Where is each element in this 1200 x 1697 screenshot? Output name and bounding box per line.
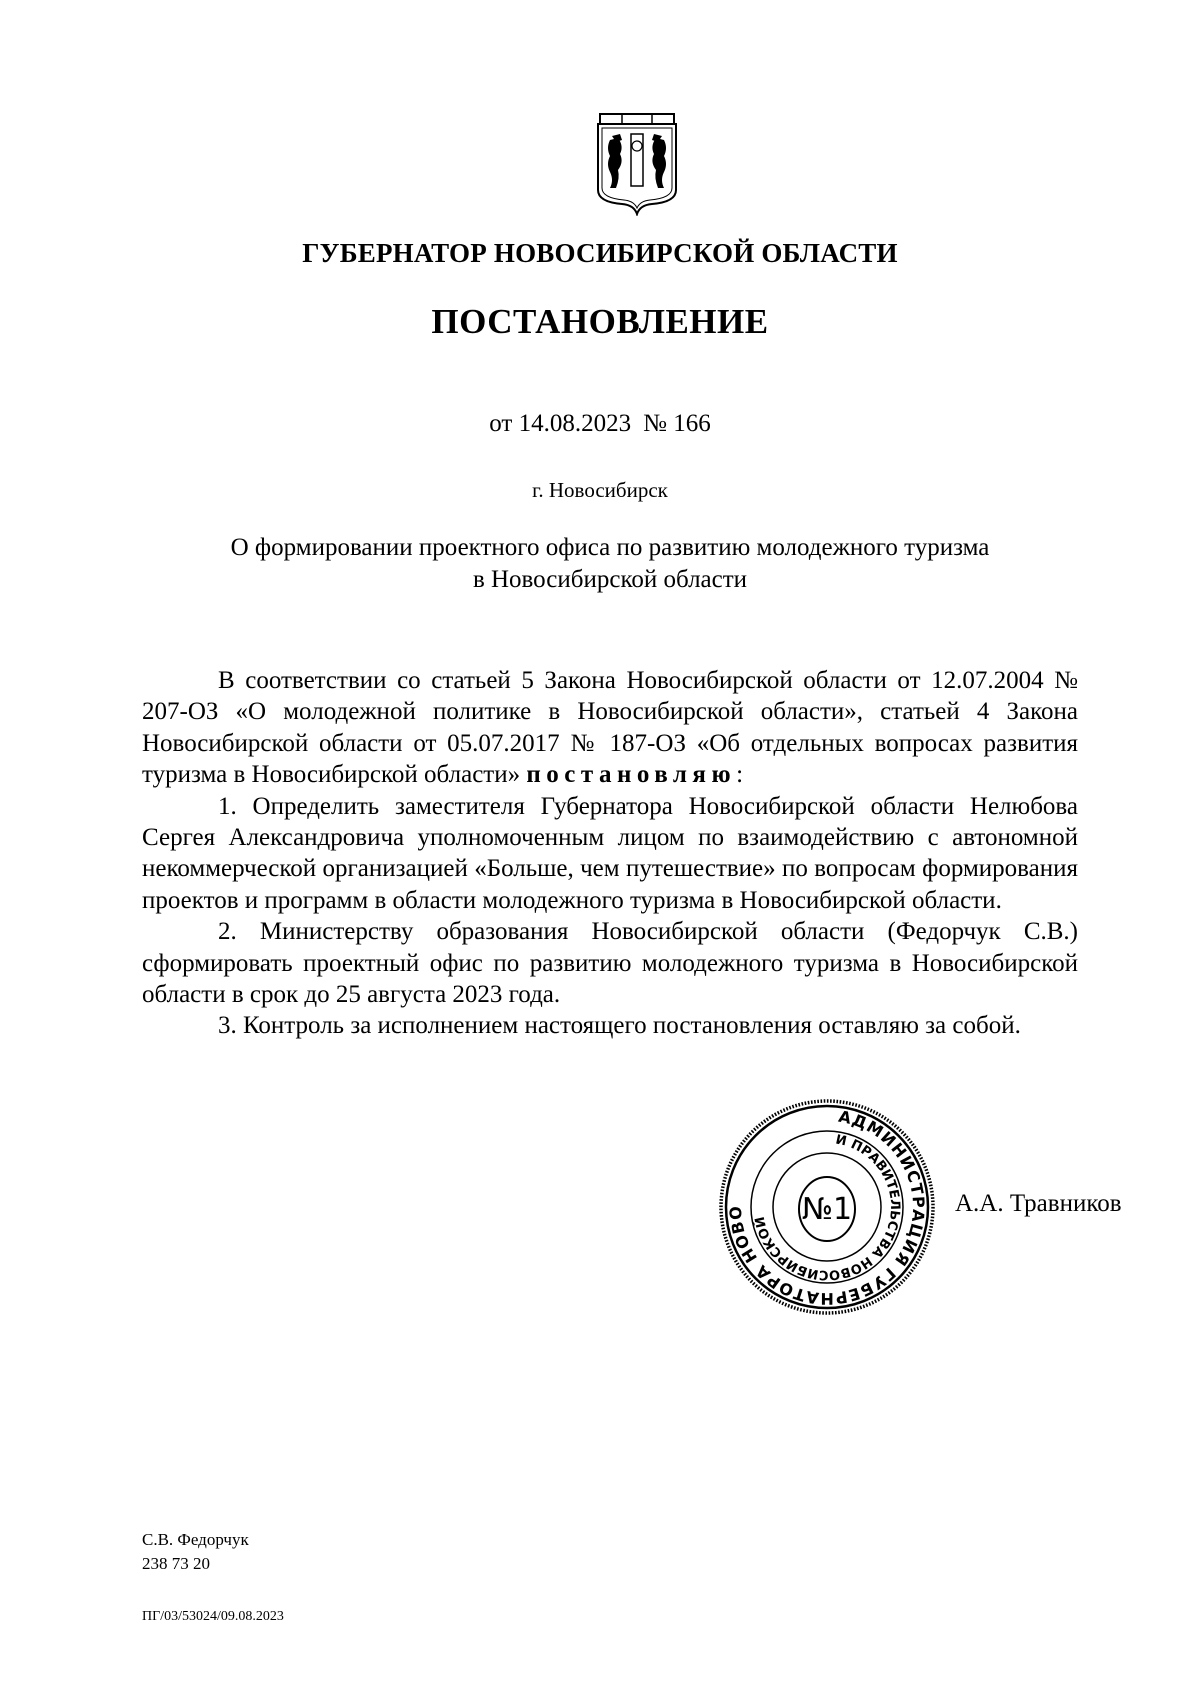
- document-number: № 166: [643, 410, 711, 437]
- city: г. Новосибирск: [532, 478, 668, 502]
- subject-line-2: в Новосибирской области: [472, 566, 748, 593]
- registration-number: ПГ/03/53024/09.08.2023: [142, 1609, 284, 1624]
- document-body: [142, 665, 1078, 1042]
- preamble-text: В соответствии со статьей 5 Закона Новосибирской области от 12.07.2004 № 207-ОЗ «О молодежной политике в Новосибирской области», статьей 4 Закона Новосибирской области от 05.07.2017 № 187-ОЗ «Об отдельных вопросах развития туризма в Новосибирской области»: [142, 667, 1078, 789]
- official-seal: [718, 1098, 936, 1316]
- document-subject: [140, 532, 1080, 596]
- coat-of-arms-icon: [592, 110, 682, 216]
- issuing-authority: ГУБЕРНАТОР НОВОСИБИРСКОЙ ОБЛАСТИ: [302, 238, 898, 268]
- date-number-line: [0, 408, 1200, 440]
- seal-outer-text: АДМИНИСТРАЦИЯ ГУБЕРНАТОРА НОВО: [725, 1106, 929, 1309]
- list-item: 2. Министерству образования Новосибирской области (Федорчук С.В.) сформировать проектный офис по развитию молодежного туризма в Новосибирской области в срок до 25 августа 2023 года.: [142, 918, 1078, 1009]
- executor-block: [142, 1528, 249, 1576]
- subject-line-1: О формировании проектного офиса по развитию молодежного туризма: [230, 534, 990, 561]
- list-item: 3. Контроль за исполнением настоящего постановления оставляю за собой.: [218, 1012, 1021, 1040]
- list-item: 1. Определить заместителя Губернатора Новосибирской области Нелюбова Сергея Александровича уполномоченным лицом по взаимодействию с автономной некоммерческой организацией «Больше, чем путешествие» по вопросам формирования проектов и программ в области молодежного туризма в Новосибирской области.: [142, 792, 1078, 914]
- executor-name: С.В. Федорчук: [142, 1530, 249, 1549]
- seal-inner-text: И ПРАВИТЕЛЬСТВА НОВОСИБИРСКОЙ: [752, 1132, 903, 1283]
- resolve-word: постановляю: [526, 761, 737, 789]
- signatory-name: А.А. Травников: [955, 1190, 1122, 1217]
- preamble-paragraph: [142, 665, 1078, 791]
- document-type: ПОСТАНОВЛЕНИЕ: [431, 302, 769, 341]
- resolve-colon: :: [736, 761, 744, 789]
- seal-center-number: №1: [801, 1192, 853, 1227]
- executor-phone: 238 73 20: [142, 1554, 210, 1573]
- document-date: от 14.08.2023: [489, 410, 632, 437]
